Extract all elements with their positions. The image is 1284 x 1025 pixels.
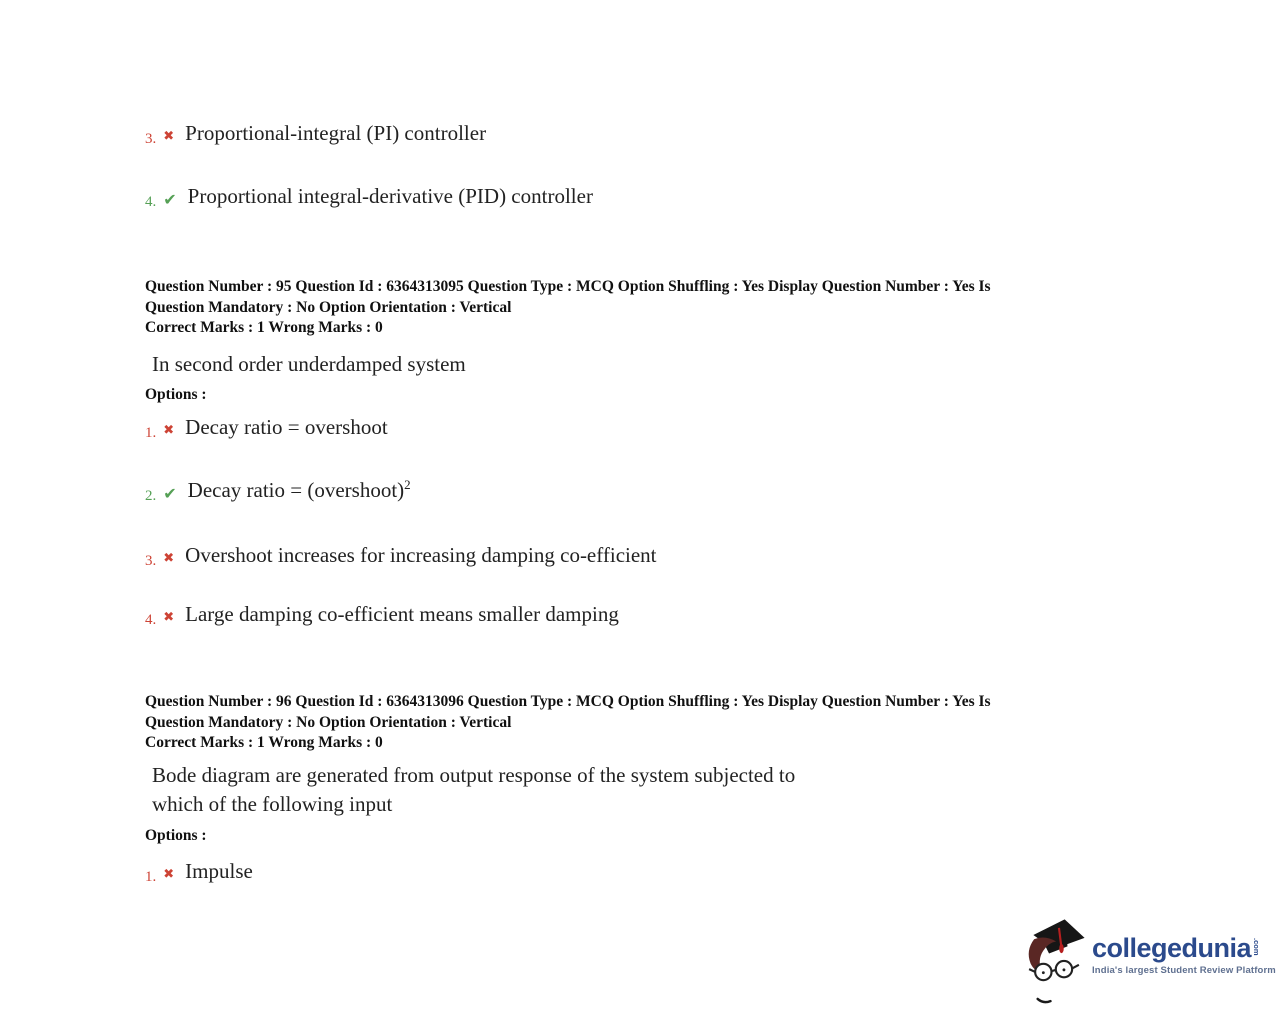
superscript: 2 — [404, 477, 411, 492]
option-number: 4. — [145, 194, 157, 210]
option-row — [145, 477, 411, 503]
question-95-meta — [145, 276, 991, 318]
question-95-body: In second order underdamped system — [152, 352, 466, 376]
option-row — [145, 601, 619, 627]
logo-text-block — [1092, 916, 1276, 976]
option-row — [145, 414, 388, 440]
option-number: 3. — [145, 553, 157, 569]
question-95-marks: Correct Marks : 1 Wrong Marks : 0 — [145, 319, 383, 336]
meta-line: Question Mandatory : No Option Orientation : Vertical — [145, 714, 512, 731]
question-96-marks: Correct Marks : 1 Wrong Marks : 0 — [145, 734, 383, 751]
option-text: Impulse — [185, 859, 253, 883]
collegedunia-logo[interactable] — [1022, 916, 1276, 1013]
correct-check-icon: ✔ — [163, 484, 177, 503]
logo-tagline: India's largest Student Review Platform — [1092, 965, 1276, 976]
option-text: Decay ratio = overshoot — [185, 415, 388, 439]
option-number: 1. — [145, 425, 157, 441]
option-text: Overshoot increases for increasing damping co-efficient — [185, 543, 657, 567]
option-number: 1. — [145, 869, 157, 885]
options-label: Options : — [145, 827, 207, 844]
logo-name-row — [1092, 934, 1276, 962]
collegedunia-mascot-icon — [1022, 916, 1086, 1013]
option-row — [145, 542, 657, 568]
logo-domain-suffix: .com — [1252, 938, 1262, 956]
wrong-cross-icon: ✖ — [163, 423, 175, 438]
option-text: Proportional-integral (PI) controller — [185, 121, 487, 145]
option-row — [145, 858, 253, 884]
logo-wordmark: collegedunia — [1092, 933, 1252, 963]
meta-line: Question Mandatory : No Option Orientation : Vertical — [145, 299, 512, 316]
wrong-cross-icon: ✖ — [163, 129, 175, 144]
meta-line: Question Number : 96 Question Id : 6364313096 Question Type : MCQ Option Shuffling : Yes Display Question Number : Yes Is — [145, 693, 991, 710]
option-text — [188, 477, 411, 503]
option-number: 3. — [145, 131, 157, 147]
option-text: Large damping co-efficient means smaller damping — [185, 602, 619, 626]
meta-line: Question Number : 95 Question Id : 6364313095 Question Type : MCQ Option Shuffling : Yes Display Question Number : Yes Is — [145, 278, 991, 295]
question-96-body — [152, 761, 795, 819]
wrong-cross-icon: ✖ — [163, 551, 175, 566]
correct-check-icon: ✔ — [163, 190, 177, 209]
wrong-cross-icon: ✖ — [163, 610, 175, 625]
body-line: which of the following input — [152, 792, 393, 816]
option-number: 4. — [145, 612, 157, 628]
option-text: Proportional integral-derivative (PID) controller — [187, 184, 593, 208]
options-label: Options : — [145, 386, 207, 403]
option-number: 2. — [145, 488, 157, 504]
question-96-meta — [145, 691, 991, 733]
option-row — [145, 120, 486, 146]
option-row — [145, 183, 593, 209]
body-line: Bode diagram are generated from output response of the system subjected to — [152, 763, 796, 787]
option-text-base: Decay ratio = (overshoot) — [187, 478, 405, 502]
wrong-cross-icon: ✖ — [163, 867, 175, 882]
